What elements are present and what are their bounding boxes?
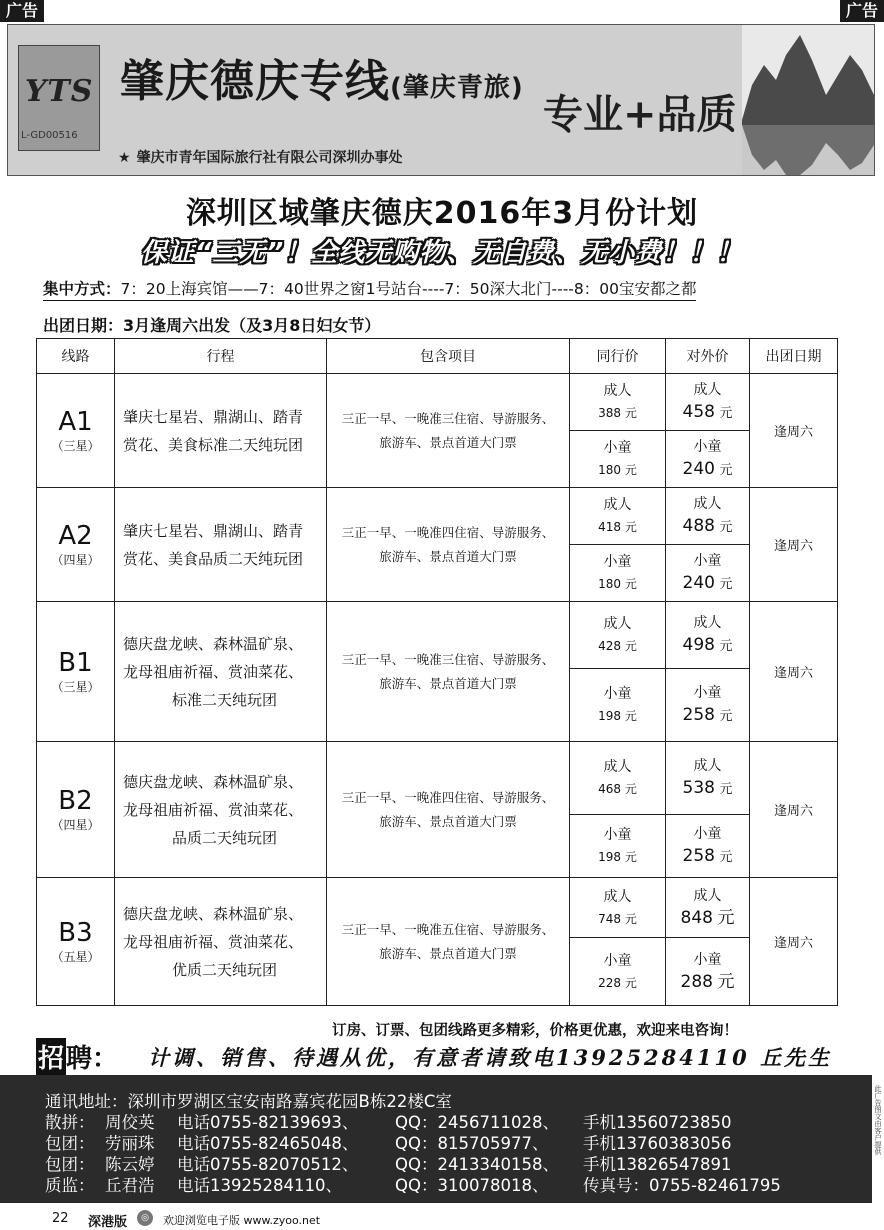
agency-text: 肇庆市青年国际旅行社有限公司深圳办事处 (136, 150, 403, 166)
price-value (666, 845, 749, 869)
adult-retail-price (666, 742, 750, 815)
child-retail-price (666, 815, 750, 878)
adult-trade-price (570, 488, 666, 545)
child-retail-price (666, 545, 750, 602)
price-value (666, 907, 749, 930)
adult-trade-price (570, 742, 666, 815)
recruit-colon: ： (92, 1044, 119, 1074)
contact-role: 散拼： (45, 1113, 95, 1132)
contact-row (45, 1172, 781, 1196)
price-value (570, 516, 665, 538)
price-unit: 元 (719, 577, 733, 592)
price-unit: 元 (624, 782, 637, 796)
logo-text: YTS (25, 74, 94, 109)
contact-panel (0, 1075, 872, 1203)
route-cell (37, 878, 115, 1006)
price-label: 成人 (693, 888, 722, 904)
includes-line: 三正一早、一晚准三住宿、导游服务、 (341, 410, 555, 426)
includes-line: 三正一早、一晚准三住宿、导游服务、 (341, 651, 555, 667)
price-value (570, 846, 665, 868)
contact-qq: QQ：2456711028、 (395, 1113, 559, 1132)
agency-name (118, 147, 403, 167)
itinerary-line: 德庆盘龙峡、森林温矿泉、 (123, 904, 304, 923)
recruit-section (36, 1038, 876, 1072)
contact-address: 通讯地址：深圳市罗湖区宝安南路嘉宾花园B栋22楼C室 (45, 1092, 452, 1111)
price-number: 388 (598, 406, 622, 420)
itinerary-cell (115, 602, 327, 742)
includes-line: 三正一早、一晚准五住宿、导游服务、 (341, 921, 555, 937)
price-label: 小童 (603, 686, 632, 702)
price-label: 成人 (603, 383, 632, 399)
price-number: 458 (682, 402, 715, 422)
price-label: 小童 (693, 553, 722, 569)
price-number: 468 (598, 782, 622, 796)
schedule-cell: 逢周六 (750, 602, 838, 742)
price-unit: 元 (624, 709, 637, 723)
itinerary-cell (115, 488, 327, 602)
footer-site: 欢迎浏览电子版 www.zyoo.net (163, 1214, 321, 1227)
price-unit: 元 (719, 520, 733, 535)
price-number: 198 (598, 709, 622, 723)
price-number: 240 (682, 573, 715, 593)
banner-title-sub: (肇庆青旅) (390, 73, 524, 103)
itinerary-line: 德庆盘龙峡、森林温矿泉、 (123, 772, 304, 791)
route-code: A2 (58, 521, 93, 551)
itinerary-line: 龙母祖庙祈福、赏油菜花、 (123, 932, 304, 951)
price-label: 小童 (603, 554, 632, 570)
contact-role: 包团： (45, 1155, 95, 1174)
price-number: 428 (598, 639, 622, 653)
header-schedule: 出团日期 (750, 339, 838, 374)
contact-phone: 电话0755-82465048、 (177, 1134, 359, 1153)
itinerary-line: 赏花、美食标准二天纯玩团 (123, 435, 304, 454)
price-label: 成人 (693, 758, 722, 774)
price-label: 小童 (693, 685, 722, 701)
header-itinerary: 行程 (115, 339, 327, 374)
price-number: 228 (598, 975, 622, 990)
itinerary-line: 品质二天纯玩团 (171, 828, 277, 847)
price-label: 小童 (603, 952, 632, 969)
banner-slogan: 专业+品质 (543, 91, 737, 138)
itinerary-line: 优质二天纯玩团 (171, 960, 277, 979)
price-value (666, 572, 749, 596)
price-value (570, 635, 665, 657)
price-unit: 元 (624, 577, 637, 591)
itinerary-cell (115, 878, 327, 1006)
adult-trade-price (570, 878, 666, 938)
contact-extra: 手机13826547891 (583, 1155, 732, 1174)
star-level: （三星） (51, 439, 100, 453)
price-value (666, 515, 749, 539)
star-icon: ★ (118, 150, 131, 166)
adult-trade-price (570, 374, 666, 431)
price-value (666, 971, 749, 994)
includes-cell (327, 742, 570, 878)
recruit-head-char: 聘 (66, 1044, 93, 1074)
recruit-heading (36, 1038, 118, 1075)
price-unit: 元 (719, 850, 733, 865)
page-number: 22 (52, 1211, 69, 1226)
price-label: 成人 (603, 497, 632, 513)
route-code: B3 (58, 918, 93, 948)
price-number: 180 (598, 577, 622, 591)
price-number: 538 (682, 778, 715, 798)
contact-extra: 手机13560723850 (583, 1113, 732, 1132)
contact-phone: 电话0755-82070512、 (177, 1155, 359, 1174)
includes-cell (327, 488, 570, 602)
child-trade-price (570, 431, 666, 488)
price-unit: 元 (624, 975, 637, 990)
price-value (666, 704, 749, 728)
schedule-cell: 逢周六 (750, 742, 838, 878)
banner (7, 24, 875, 176)
schedule-cell: 逢周六 (750, 488, 838, 602)
price-value (570, 459, 665, 481)
child-trade-price (570, 669, 666, 742)
header-route: 线路 (37, 339, 115, 374)
price-unit: 元 (719, 463, 733, 478)
route-cell (37, 488, 115, 602)
price-unit: 元 (719, 406, 733, 421)
gather-info (43, 277, 696, 301)
recruit-head-char: 招 (36, 1038, 66, 1075)
schedule-cell: 逢周六 (750, 374, 838, 488)
star-level: （五星） (51, 950, 100, 964)
main-slogan: 保证“三无”！全线无购物、无自费、无小费！！！ (140, 238, 744, 268)
child-trade-price (570, 545, 666, 602)
adult-trade-price (570, 602, 666, 669)
price-label: 成人 (603, 888, 632, 905)
table-row (37, 488, 838, 545)
price-unit: 元 (719, 782, 733, 797)
price-value (666, 401, 749, 425)
ad-tag-left: 广告 (0, 0, 44, 22)
includes-cell (327, 374, 570, 488)
contact-qq: QQ：2413340158、 (395, 1155, 559, 1174)
price-label: 成人 (603, 759, 632, 775)
table-row (37, 878, 838, 938)
table-row (37, 374, 838, 431)
includes-line: 三正一早、一晚准四住宿、导游服务、 (341, 524, 555, 540)
banner-title-main: 肇庆德庆专线 (120, 56, 390, 107)
includes-line: 旅游车、景点首道大门票 (379, 434, 517, 450)
contact-role: 质监： (45, 1176, 95, 1195)
price-unit: 元 (717, 972, 735, 992)
gather-text: 7：20上海宾馆——7：40世界之窗1号站台----7：50深大北门----8：00宝安都之都 (120, 280, 697, 298)
price-value (570, 573, 665, 595)
price-unit: 元 (624, 911, 637, 926)
price-number: 198 (598, 850, 622, 864)
price-label: 成人 (693, 496, 722, 512)
license-code: L-GD00516 (21, 130, 78, 141)
includes-cell (327, 602, 570, 742)
includes-cell (327, 878, 570, 1006)
contact-name: 周佼英 (105, 1113, 155, 1132)
route-code: B1 (58, 648, 93, 678)
contact-extra: 传真号：0755-82461795 (583, 1176, 781, 1195)
child-retail-price (666, 431, 750, 488)
price-value (570, 972, 665, 994)
itinerary-line: 龙母祖庙祈福、赏油菜花、 (123, 662, 304, 681)
price-number: 240 (682, 459, 715, 479)
price-unit: 元 (624, 850, 637, 864)
adult-retail-price (666, 374, 750, 431)
itinerary-line: 肇庆七星岩、鼎湖山、踏青 (123, 521, 304, 540)
price-number: 258 (682, 705, 715, 725)
banner-title (120, 45, 524, 109)
price-label: 成人 (603, 616, 632, 632)
itinerary-line: 肇庆七星岩、鼎湖山、踏青 (123, 407, 304, 426)
route-code: B2 (58, 786, 93, 816)
table-row (37, 602, 838, 669)
contact-phone: 电话13925284110、 (177, 1176, 342, 1195)
includes-line: 旅游车、景点首道大门票 (379, 813, 517, 829)
price-label: 成人 (693, 382, 722, 398)
footer (0, 1208, 884, 1230)
price-value (666, 458, 749, 482)
table-header-row (37, 339, 838, 374)
star-level: （四星） (51, 818, 100, 832)
price-unit: 元 (719, 639, 733, 654)
child-retail-price (666, 938, 750, 1006)
child-trade-price (570, 938, 666, 1006)
contact-phone: 电话0755-82139693、 (177, 1113, 359, 1132)
price-number: 180 (598, 463, 622, 477)
depart-dates: 出团日期：3月逢周六出发（及3月8日妇女节） (43, 316, 381, 335)
contact-name: 劳丽珠 (105, 1134, 155, 1153)
child-trade-price (570, 815, 666, 878)
itinerary-line: 龙母祖庙祈福、赏油菜花、 (123, 800, 304, 819)
recruit-text: 计调、销售、待遇从优，有意者请致电13925284110 丘先生 (148, 1045, 833, 1070)
landscape-photo (742, 25, 874, 175)
price-number: 498 (682, 635, 715, 655)
price-unit: 元 (719, 709, 733, 724)
route-cell (37, 602, 115, 742)
price-label: 成人 (693, 615, 722, 631)
header-retail-price: 对外价 (666, 339, 750, 374)
contact-role: 包团： (45, 1134, 95, 1153)
itinerary-cell (115, 742, 327, 878)
yts-logo (18, 45, 100, 151)
adult-retail-price (666, 488, 750, 545)
price-label: 小童 (693, 952, 722, 968)
itinerary-line: 标准二天纯玩团 (171, 690, 277, 709)
side-disclaimer: 此广告图文由客户提供 (874, 1085, 882, 1155)
price-value (570, 778, 665, 800)
booking-note: 订房、订票、包团线路更多精彩，价格更优惠，欢迎来电咨询！ (332, 1023, 738, 1039)
includes-line: 旅游车、景点首道大门票 (379, 675, 517, 691)
edition-badge-icon: ◎ (137, 1210, 153, 1226)
contact-name: 丘君浩 (105, 1176, 155, 1195)
schedule-cell: 逢周六 (750, 878, 838, 1006)
contact-extra: 手机13760383056 (583, 1134, 732, 1153)
price-unit: 元 (624, 406, 637, 420)
price-unit: 元 (624, 463, 637, 477)
itinerary-cell (115, 374, 327, 488)
header-includes: 包含项目 (327, 339, 570, 374)
price-unit: 元 (717, 908, 735, 928)
contact-qq: QQ：310078018、 (395, 1176, 549, 1195)
route-cell (37, 742, 115, 878)
route-code: A1 (58, 407, 93, 437)
price-value (570, 705, 665, 727)
price-value (666, 777, 749, 801)
price-number: 848 (680, 908, 713, 928)
price-number: 258 (682, 846, 715, 866)
table-row (37, 742, 838, 815)
price-label: 小童 (603, 440, 632, 456)
child-retail-price (666, 669, 750, 742)
includes-line: 三正一早、一晚准四住宿、导游服务、 (341, 789, 555, 805)
price-unit: 元 (624, 639, 637, 653)
price-value (570, 402, 665, 424)
star-level: （四星） (51, 553, 100, 567)
contact-name: 陈云婷 (105, 1155, 155, 1174)
edition-label: 深港版 (88, 1215, 128, 1230)
price-value (570, 908, 665, 930)
price-number: 748 (598, 911, 622, 926)
route-table (36, 338, 838, 1006)
itinerary-line: 德庆盘龙峡、森林温矿泉、 (123, 634, 304, 653)
main-title: 深圳区域肇庆德庆2016年3月份计划 (185, 196, 699, 231)
price-label: 小童 (693, 826, 722, 842)
price-number: 288 (680, 972, 713, 992)
price-label: 小童 (603, 827, 632, 843)
contact-qq: QQ：815705977、 (395, 1134, 549, 1153)
gather-label: 集中方式： (43, 280, 121, 298)
adult-retail-price (666, 602, 750, 669)
route-cell (37, 374, 115, 488)
price-number: 488 (682, 516, 715, 536)
star-level: （三星） (51, 680, 100, 694)
price-label: 小童 (693, 439, 722, 455)
includes-line: 旅游车、景点首道大门票 (379, 548, 517, 564)
adult-retail-price (666, 878, 750, 938)
price-number: 418 (598, 520, 622, 534)
itinerary-line: 赏花、美食品质二天纯玩团 (123, 549, 304, 568)
header-trade-price: 同行价 (570, 339, 666, 374)
includes-line: 旅游车、景点首道大门票 (379, 945, 517, 961)
ad-tag-right: 广告 (840, 0, 884, 22)
price-value (666, 634, 749, 658)
price-unit: 元 (624, 520, 637, 534)
